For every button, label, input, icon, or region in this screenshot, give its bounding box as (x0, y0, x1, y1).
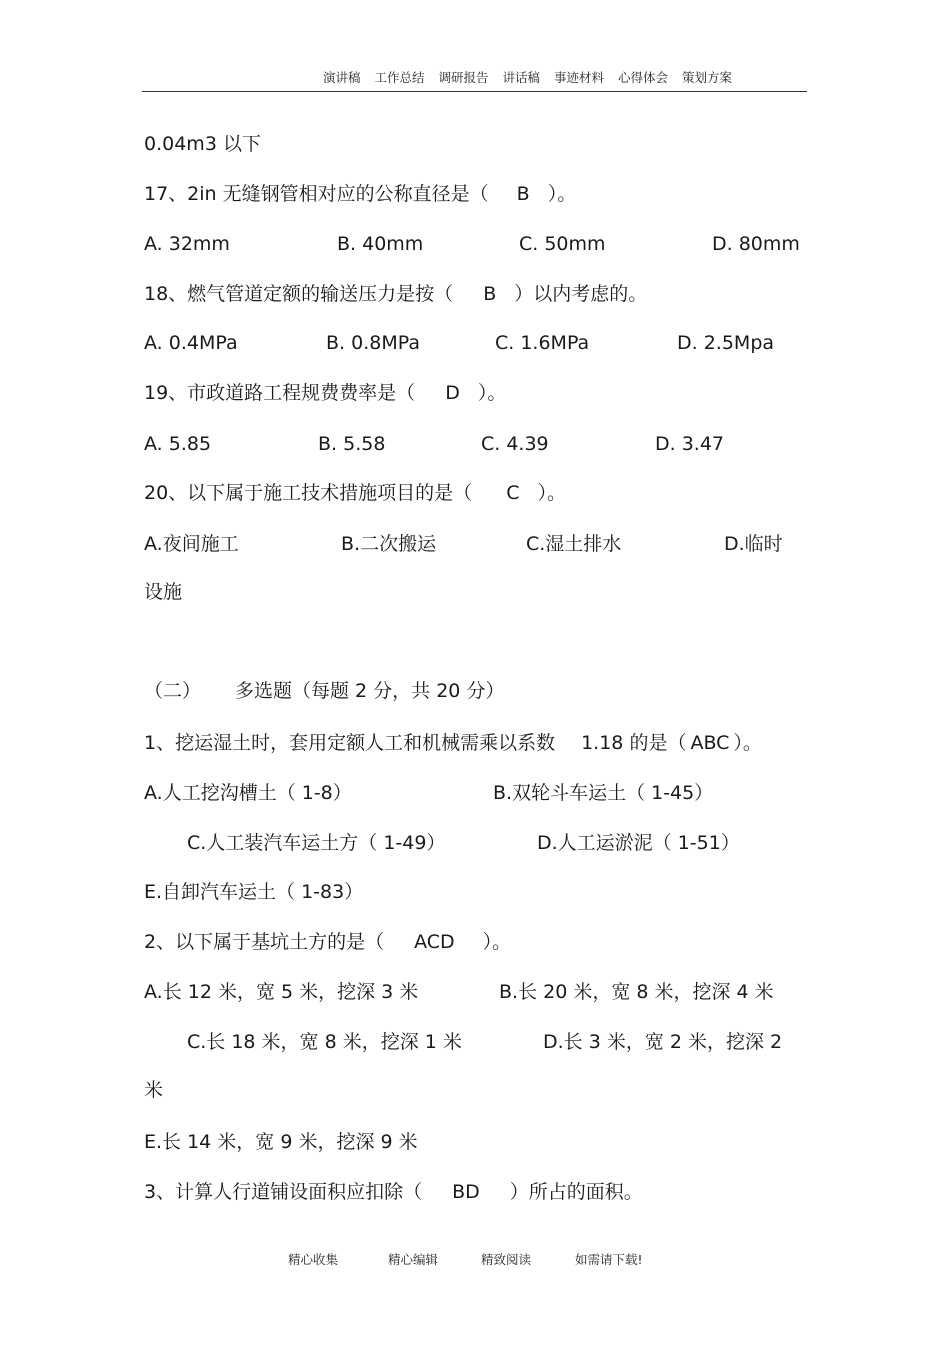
question-tail: ）。 (482, 931, 512, 953)
option-a: A.夜间施工 (144, 533, 239, 555)
option-b: B. 40mm (337, 233, 424, 255)
answer: B (516, 183, 530, 205)
option-a: A. 32mm (144, 233, 230, 255)
option-c: C.长 18 米，宽 8 米，挖深 1 米 (187, 1031, 462, 1053)
question-tail: ）。 (477, 382, 507, 404)
option-c: C.人工装汽车运土方（ 1-49） (187, 832, 446, 854)
header-item-research-report: 调研报告 (438, 70, 489, 85)
option-d: D. 2.5Mpa (677, 332, 775, 354)
question-stem: 3、计算人行道铺设面积应扣除（ (144, 1181, 423, 1203)
option-b: B.二次搬运 (341, 533, 437, 555)
question-20 (144, 481, 566, 505)
option-c: C. 1.6MPa (495, 332, 590, 354)
option-b: B.长 20 米，宽 8 米，挖深 4 米 (499, 981, 774, 1003)
question-stem: 18、燃气管道定额的输送压力是按（ (144, 283, 454, 305)
question-tail: ）。 (733, 732, 762, 754)
section-heading (144, 679, 504, 703)
answer: BD (452, 1181, 480, 1203)
question-18 (144, 282, 647, 306)
header-item-talk: 讲话稿 (502, 70, 541, 85)
multi-question-2 (144, 930, 511, 954)
answer: C (506, 482, 520, 504)
question-stem: 19、市政道路工程规费费率是（ (144, 382, 416, 404)
option-e: E.自卸汽车运土（ 1-83） (144, 881, 364, 903)
option-a: A.长 12 米，宽 5 米，挖深 3 米 (144, 981, 419, 1003)
text-line-continuation: 0.04m3 以下 (144, 133, 261, 155)
question-17 (144, 182, 576, 206)
question-stem: 2、以下属于基坑土方的是（ (144, 931, 385, 953)
question-tail: ）所占的面积。 (509, 1181, 643, 1203)
header-item-work-summary: 工作总结 (374, 70, 425, 85)
header-item-planning: 策划方案 (682, 70, 733, 85)
question-stem: 20、以下属于施工技术措施项目的是（ (144, 482, 473, 504)
option-c: C. 4.39 (481, 433, 549, 455)
footer-item-download: 如需请下载! (575, 1252, 643, 1267)
option-c: C. 50mm (519, 233, 606, 255)
multi-question-3 (144, 1180, 643, 1204)
option-d: D. 80mm (712, 233, 800, 255)
option-d: D.长 3 米，宽 2 米，挖深 2 (543, 1031, 783, 1053)
answer: ABC (690, 732, 730, 754)
option-b: B.双轮斗车运土（ 1-45） (493, 782, 714, 804)
option-a: A. 0.4MPa (144, 332, 238, 354)
footer-item-read: 精致阅读 (481, 1252, 532, 1267)
header-links (318, 68, 737, 86)
question-tail: ）。 (537, 482, 566, 504)
text-line-wrap: 设施 (144, 581, 183, 603)
option-b: B. 5.58 (318, 433, 386, 455)
option-d: D.人工运淤泥（ 1-51） (537, 832, 740, 854)
answer: D (445, 382, 460, 404)
header-item-deeds: 事迹材料 (554, 70, 605, 85)
question-tail: ）以内考虑的。 (514, 283, 648, 305)
question-stem: 1、挖运湿土时，套用定额人工和机械需乘以系数 (144, 732, 556, 754)
header-divider (142, 91, 807, 92)
option-c: C.湿土排水 (526, 533, 622, 555)
option-d: D. 3.47 (655, 433, 725, 455)
question-coef: 1.18 的是（ (581, 732, 687, 754)
header-item-experience: 心得体会 (618, 70, 669, 85)
question-19 (144, 381, 506, 405)
footer-item-edit: 精心编辑 (388, 1252, 439, 1267)
option-a: A. 5.85 (144, 433, 212, 455)
option-e: E.长 14 米，宽 9 米，挖深 9 米 (144, 1131, 418, 1153)
option-a: A.人工挖沟槽土（ 1-8） (144, 782, 352, 804)
answer: B (483, 283, 497, 305)
footer-item-collect: 精心收集 (288, 1252, 339, 1267)
text-line-wrap: 米 (144, 1079, 164, 1101)
question-stem: 17、2in 无缝钢管相对应的公称直径是（ (144, 183, 489, 205)
answer: ACD (414, 931, 455, 953)
option-d: D.临时 (724, 533, 783, 555)
multi-question-1 (144, 731, 762, 755)
section-title: 多选题（每题 2 分，共 20 分） (235, 680, 505, 702)
question-tail: ）。 (547, 183, 577, 205)
option-b: B. 0.8MPa (326, 332, 420, 354)
section-number: （二） (144, 680, 202, 702)
header-item-speech: 演讲稿 (323, 70, 361, 85)
